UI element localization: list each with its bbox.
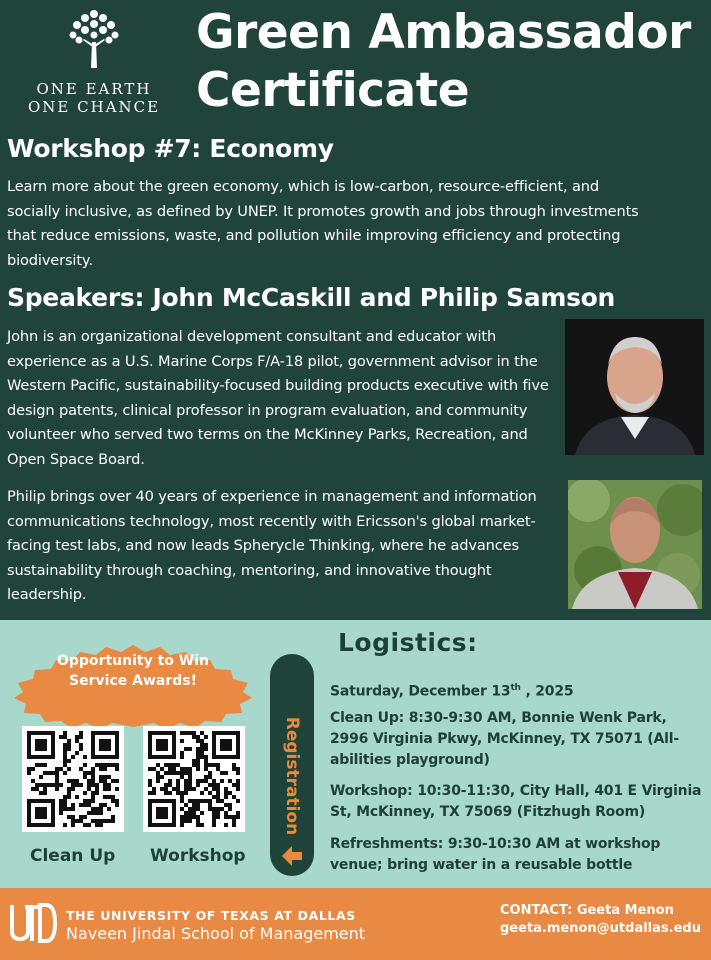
arrow-left-icon [280,844,304,868]
philip-bio: Philip brings over 40 years of experience in management and information communications technology, most recently with Ericsson's global market-facing test labs, and now leads Spherycle Thinking, where he advances sustainability through coaching, mentoring, and innovative thought leadership. [7,488,537,603]
cleanup-details: Clean Up: 8:30-9:30 AM, Bonnie Wenk Park, 2996 Virginia Pkwy, McKinney, TX 75071 (All-abilities playground) [330,710,679,768]
badge-line-2: Service Awards! [69,673,197,689]
badge-line-1: Opportunity to Win [57,653,209,669]
contact-email[interactable]: geeta.menon@utdallas.edu [500,921,701,936]
footer [0,888,711,960]
workshop-details: Workshop: 10:30-11:30, City Hall, 401 E Virginia St, McKinney, TX 75069 (Fitzhugh Room) [330,783,702,820]
cleanup-qr-label: Clean Up [30,846,116,866]
event-date [330,678,708,703]
one-earth-logo [8,8,180,116]
john-photo [565,319,704,455]
event-date-text: Saturday, December 13 [330,683,511,700]
cleanup-qr-code[interactable] [22,726,124,832]
event-date-suffix: th [510,683,521,693]
title-line-1: Green Ambassador [196,5,691,60]
john-bio: John is an organizational development consultant and educator with experience as a U.S. Marine Corps F/A-18 pilot, government advisor in the Western Pacific, sustainability-focused building products executive with five design patents, clinical professor in program evaluation, and community volunteer who served two terms on the McKinney Parks, Recreation, and Open Space Board. [7,328,549,468]
speakers-heading: Speakers: John McCaskill and Philip Samson [7,283,616,312]
workshop-qr-label: Workshop [150,846,246,866]
registration-label-wrap [270,716,314,836]
tree-icon [65,8,123,70]
philip-photo [568,480,702,609]
badge-text [14,651,252,691]
workshop-qr-code[interactable] [143,726,245,832]
event-date-year: , 2025 [520,683,574,700]
workshop-heading: Workshop #7: Economy [7,134,334,163]
brand-line-2: ONE CHANCE [27,98,161,116]
qr-pattern [148,731,240,827]
logistics-heading: Logistics: [338,628,478,657]
title-line-2: Certificate [196,63,470,118]
brand-line-1: ONE EARTH [36,80,152,98]
contact-name: CONTACT: Geeta Menon [500,903,674,918]
utd-logo-icon [8,901,58,945]
workshop-description: Learn more about the green economy, which is low-carbon, resource-efficient, and socially inclusive, as defined by UNEP. It promotes growth and jobs through investments that reduce emissions, waste, and pollution while improving efficiency and protecting biodiversity. [7,178,639,269]
qr-pattern [27,731,119,827]
logistics-section [0,620,711,888]
registration-label: Registration [282,716,302,836]
page-title [196,4,691,120]
school-name: Naveen Jindal School of Management [66,924,366,943]
university-name: THE UNIVERSITY OF TEXAS AT DALLAS [66,908,356,923]
refreshments-details: Refreshments: 9:30-10:30 AM at workshop venue; bring water in a reusable bottle [330,836,661,873]
